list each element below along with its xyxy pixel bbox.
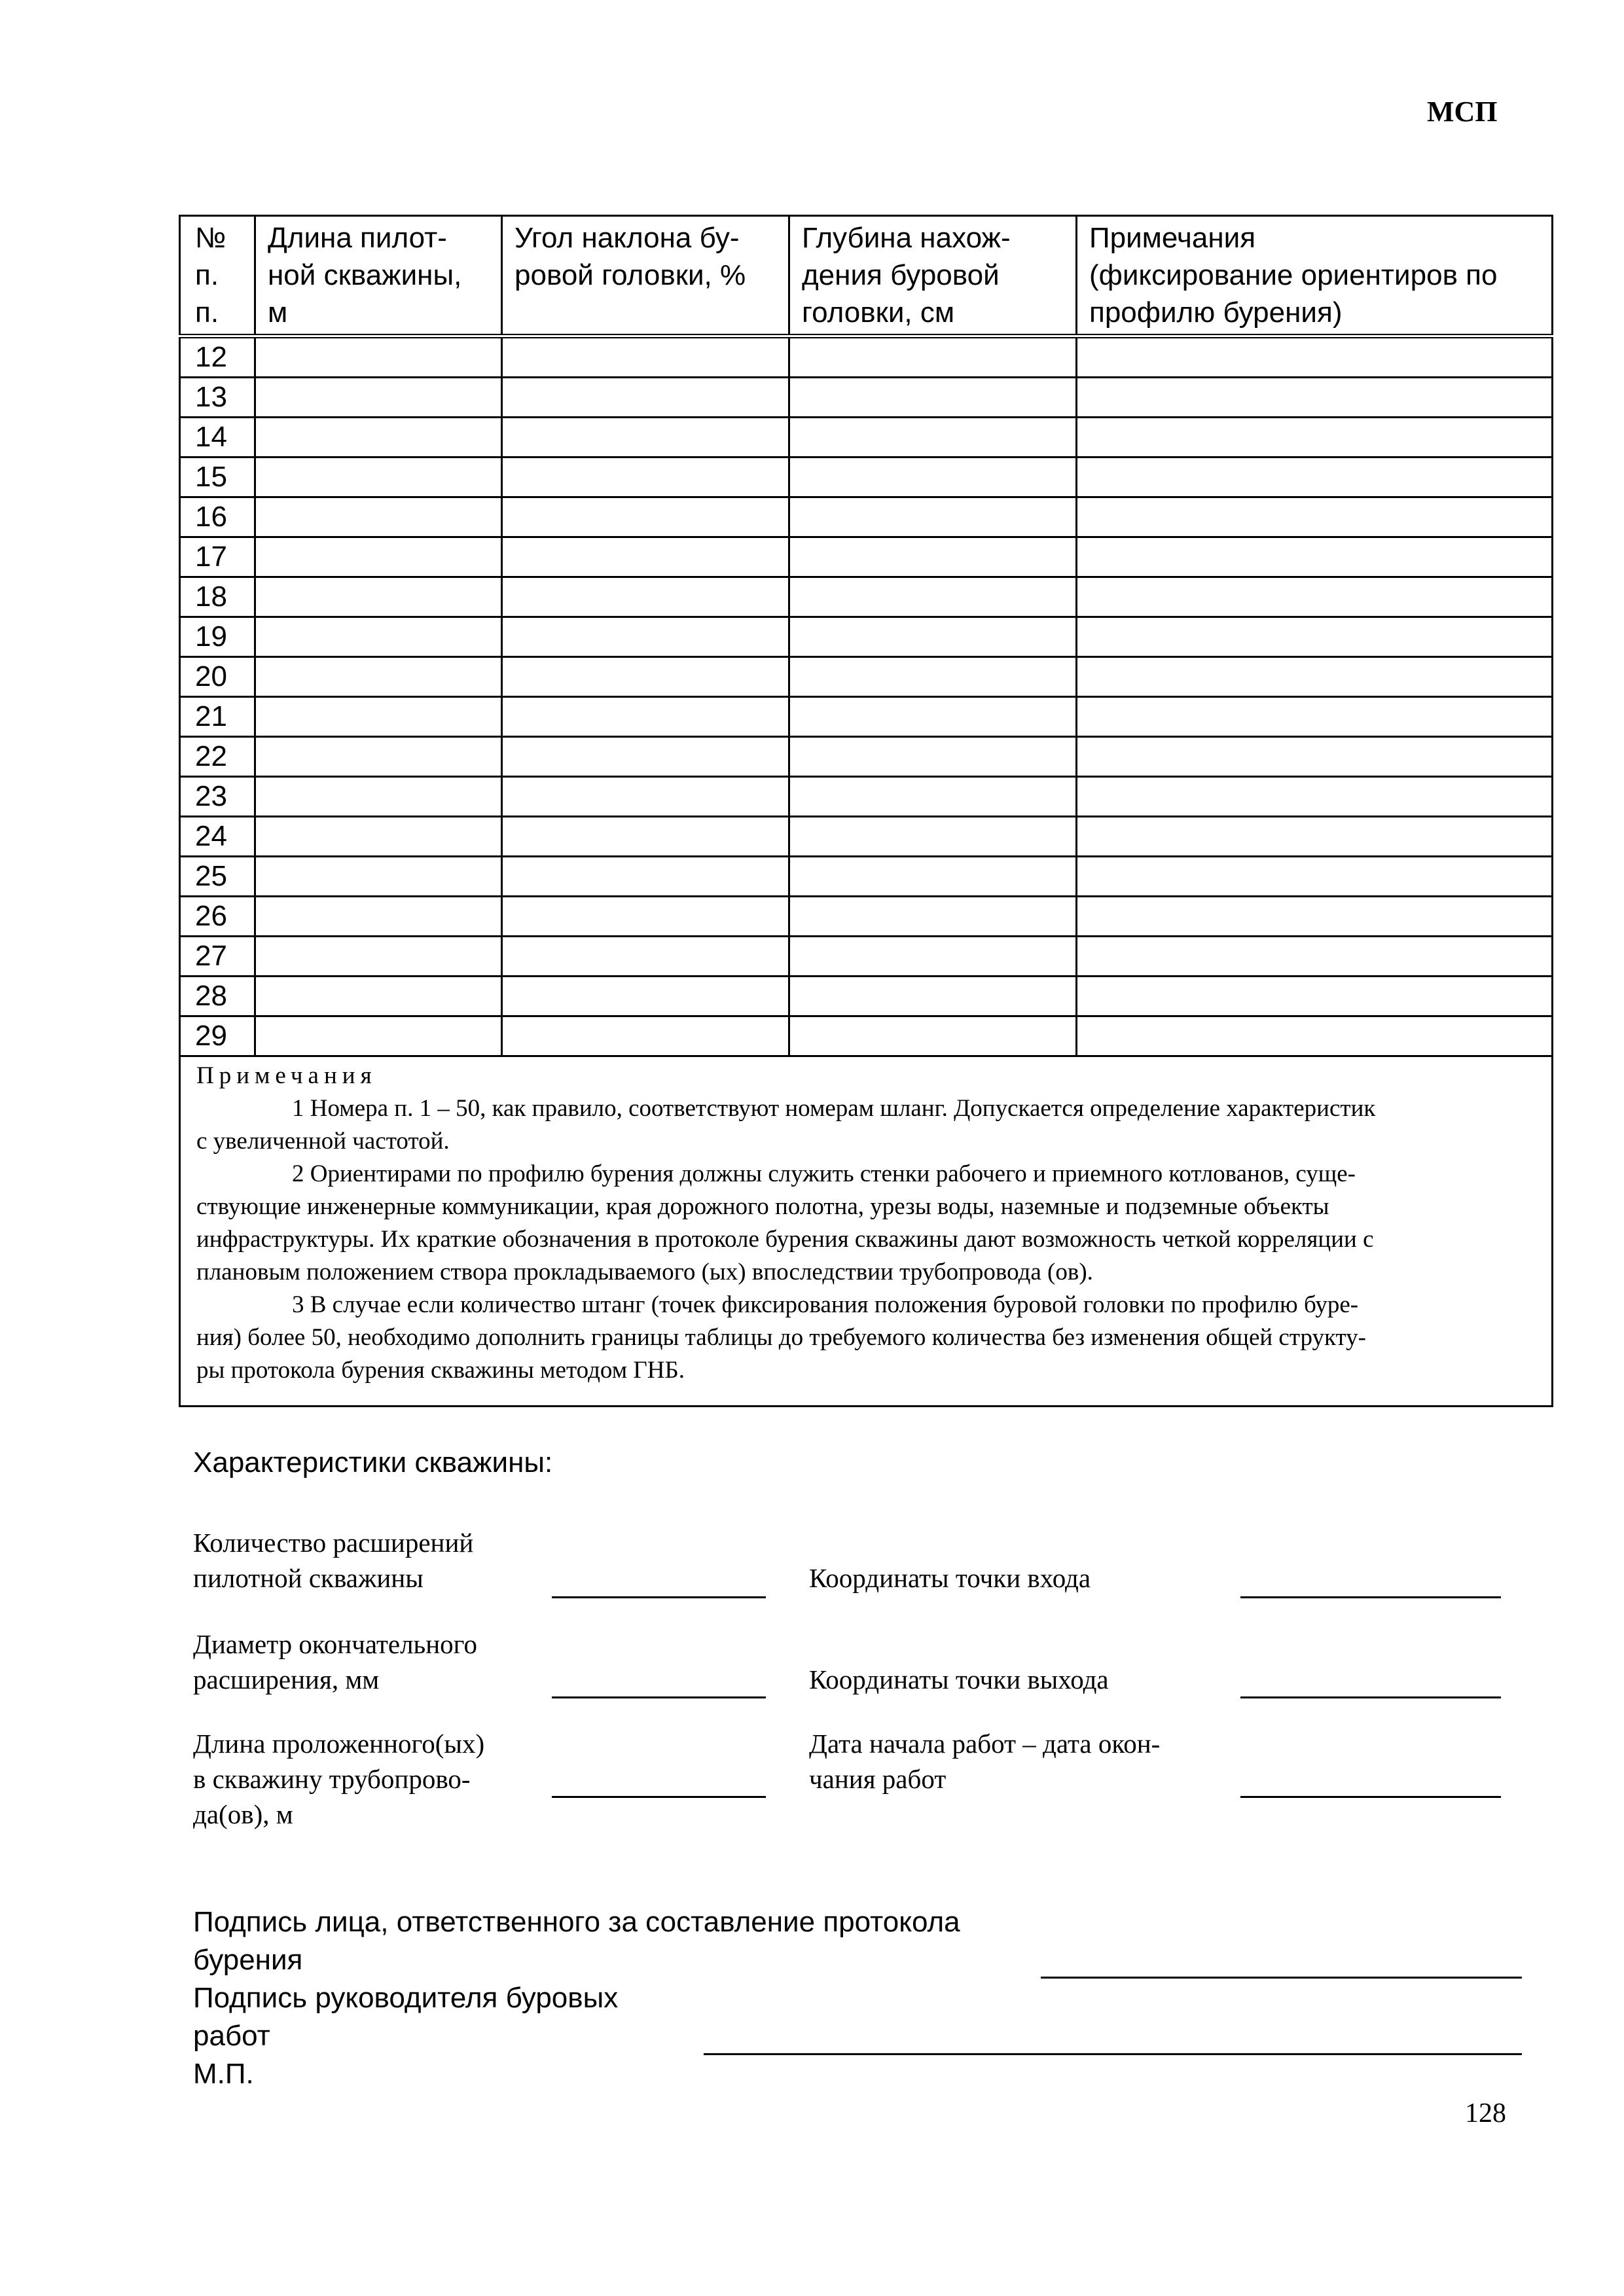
- label-expansions-count: Количество расширений пилотной скважины: [193, 1528, 474, 1593]
- table-cell[interactable]: [789, 737, 1077, 777]
- column-header-2: Угол наклона бу- ровой головки, %: [502, 216, 789, 336]
- note-line: Примечания: [196, 1062, 377, 1089]
- table-row: [180, 457, 1553, 497]
- table-cell[interactable]: [789, 336, 1077, 378]
- row-number: 16: [180, 497, 255, 537]
- table-row: [180, 977, 1553, 1016]
- row-number: 12: [180, 336, 255, 378]
- table-cell[interactable]: [789, 857, 1077, 897]
- row-number: 19: [180, 617, 255, 657]
- table-row: [180, 1016, 1553, 1056]
- table-cell[interactable]: [1077, 697, 1553, 737]
- row-number: 13: [180, 378, 255, 418]
- table-cell[interactable]: [789, 378, 1077, 418]
- table-row: [180, 777, 1553, 817]
- table-row: [180, 497, 1553, 537]
- row-number: 23: [180, 777, 255, 817]
- table-row: [180, 737, 1553, 777]
- label-work-dates: Дата начала работ – дата окон- чания работ: [809, 1729, 1161, 1794]
- table-cell[interactable]: [255, 857, 502, 897]
- column-header-4: Примечания (фиксирование ориентиров по профилю бурения): [1077, 216, 1553, 336]
- table-cell[interactable]: [255, 657, 502, 697]
- row-number: 20: [180, 657, 255, 697]
- notes-row: [180, 1056, 1553, 1407]
- table-cell[interactable]: [1077, 897, 1553, 937]
- label-final-diameter: Диаметр окончательного расширения, мм: [193, 1629, 477, 1695]
- table-cell[interactable]: [789, 777, 1077, 817]
- page-number: 128: [1465, 2098, 1506, 2128]
- table-cell[interactable]: [502, 1016, 789, 1056]
- table-row: [180, 617, 1553, 657]
- field-exit-coordinates[interactable]: [1240, 1696, 1501, 1698]
- table-cell[interactable]: [1077, 937, 1553, 977]
- signature-author-label: Подпись лица, ответственного за составление протокола бурения: [193, 1906, 960, 1976]
- characteristics-title: Характеристики скважины:: [193, 1446, 553, 1479]
- row-number: 22: [180, 737, 255, 777]
- table-cell[interactable]: [789, 457, 1077, 497]
- table-cell[interactable]: [1077, 777, 1553, 817]
- table-row: [180, 418, 1553, 457]
- table-cell[interactable]: [255, 617, 502, 657]
- table-cell[interactable]: [255, 737, 502, 777]
- document-code: МСП: [1427, 96, 1498, 128]
- label-pipeline-length: Длина проложенного(ых) в скважину трубопрово- да(ов), м: [193, 1729, 485, 1829]
- table-cell[interactable]: [255, 897, 502, 937]
- table-cell[interactable]: [502, 817, 789, 857]
- column-header-3: Глубина нахож- дения буровой головки, см: [789, 216, 1077, 336]
- note-line: плановым положением створа прокладываемого (ых) впоследствии трубопровода (ов).: [196, 1259, 1093, 1285]
- drilling-protocol-table: [179, 215, 1553, 1407]
- table-cell[interactable]: [502, 657, 789, 697]
- column-header-1: Длина пилот- ной скважины, м: [255, 216, 502, 336]
- table-cell[interactable]: [789, 537, 1077, 577]
- table-cell[interactable]: [789, 817, 1077, 857]
- table-row: [180, 857, 1553, 897]
- row-number: 29: [180, 1016, 255, 1056]
- table-cell[interactable]: [1077, 657, 1553, 697]
- table-row: [180, 336, 1553, 378]
- field-final-diameter[interactable]: [552, 1696, 766, 1698]
- row-number: 15: [180, 457, 255, 497]
- row-number: 24: [180, 817, 255, 857]
- table-cell[interactable]: [789, 977, 1077, 1016]
- stamp-label: М.П.: [193, 2058, 254, 2090]
- signature-author-line[interactable]: [1041, 1977, 1522, 1979]
- table-cell[interactable]: [502, 937, 789, 977]
- table-cell[interactable]: [1077, 457, 1553, 497]
- table-cell[interactable]: [502, 697, 789, 737]
- row-number: 14: [180, 418, 255, 457]
- label-exit-coordinates: Координаты точки выхода: [809, 1664, 1109, 1695]
- field-work-dates[interactable]: [1240, 1796, 1501, 1798]
- table-cell[interactable]: [502, 336, 789, 378]
- field-pipeline-length[interactable]: [552, 1796, 766, 1798]
- field-expansions-count[interactable]: [552, 1596, 766, 1598]
- table-row: [180, 937, 1553, 977]
- table-cell[interactable]: [1077, 497, 1553, 537]
- table-cell[interactable]: [789, 577, 1077, 617]
- note-line: ния) более 50, необходимо дополнить границы таблицы до требуемого количества без изменения общей структу-: [196, 1324, 1366, 1351]
- table-cell[interactable]: [255, 1016, 502, 1056]
- table-cell[interactable]: [502, 457, 789, 497]
- table-row: [180, 817, 1553, 857]
- table-cell[interactable]: [255, 937, 502, 977]
- table-cell[interactable]: [789, 697, 1077, 737]
- table-cell[interactable]: [1077, 737, 1553, 777]
- table-cell[interactable]: [789, 897, 1077, 937]
- table-cell[interactable]: [1077, 577, 1553, 617]
- table-cell[interactable]: [255, 418, 502, 457]
- table-cell[interactable]: [789, 617, 1077, 657]
- table-cell[interactable]: [1077, 418, 1553, 457]
- table-cell[interactable]: [502, 577, 789, 617]
- table-cell[interactable]: [502, 497, 789, 537]
- table-cell[interactable]: [502, 537, 789, 577]
- table-cell[interactable]: [255, 817, 502, 857]
- signature-head-line[interactable]: [704, 2053, 1522, 2055]
- table-header-row: [180, 216, 1553, 336]
- table-cell[interactable]: [1077, 378, 1553, 418]
- note-line: инфраструктуры. Их краткие обозначения в протоколе бурения скважины дают возможность четкой корреляции с: [196, 1226, 1374, 1253]
- table-cell[interactable]: [255, 777, 502, 817]
- row-number: 26: [180, 897, 255, 937]
- table-cell[interactable]: [502, 897, 789, 937]
- table-cell[interactable]: [502, 737, 789, 777]
- field-entry-coordinates[interactable]: [1240, 1596, 1501, 1598]
- table-cell[interactable]: [1077, 537, 1553, 577]
- table-cell[interactable]: [255, 378, 502, 418]
- note-line: 1 Номера п. 1 – 50, как правило, соответствуют номерам шланг. Допускается определение характеристик: [292, 1095, 1376, 1122]
- table-cell[interactable]: [1077, 857, 1553, 897]
- row-number: 18: [180, 577, 255, 617]
- row-number: 25: [180, 857, 255, 897]
- table-cell[interactable]: [255, 336, 502, 378]
- table-row: [180, 378, 1553, 418]
- table-row: [180, 657, 1553, 697]
- note-line: 2 Ориентирами по профилю бурения должны служить стенки рабочего и приемного котлованов, суще-: [292, 1160, 1356, 1187]
- table-cell[interactable]: [789, 1016, 1077, 1056]
- table-cell[interactable]: [1077, 1016, 1553, 1056]
- note-line: ствующие инженерные коммуникации, края дорожного полотна, урезы воды, наземные и подземные объекты: [196, 1193, 1329, 1220]
- table-cell[interactable]: [255, 457, 502, 497]
- note-line: с увеличенной частотой.: [196, 1128, 450, 1155]
- table-cell[interactable]: [789, 937, 1077, 977]
- table-cell[interactable]: [1077, 977, 1553, 1016]
- table-cell[interactable]: [1077, 617, 1553, 657]
- table-cell[interactable]: [502, 418, 789, 457]
- table-cell[interactable]: [502, 617, 789, 657]
- table-cell[interactable]: [502, 378, 789, 418]
- table-row: [180, 577, 1553, 617]
- table-cell[interactable]: [1077, 336, 1553, 378]
- table-row: [180, 897, 1553, 937]
- table-cell[interactable]: [789, 497, 1077, 537]
- table-cell[interactable]: [502, 857, 789, 897]
- table-cell[interactable]: [789, 657, 1077, 697]
- table-cell[interactable]: [255, 697, 502, 737]
- table-cell[interactable]: [502, 777, 789, 817]
- label-entry-coordinates: Координаты точки входа: [809, 1563, 1091, 1593]
- note-line: 3 В случае если количество штанг (точек фиксирования положения буровой головки по профилю буре-: [292, 1291, 1359, 1318]
- table-cell[interactable]: [1077, 817, 1553, 857]
- table-row: [180, 697, 1553, 737]
- table-cell[interactable]: [255, 537, 502, 577]
- column-header-0: № п. п.: [180, 216, 255, 336]
- table-row: [180, 537, 1553, 577]
- table-cell[interactable]: [255, 577, 502, 617]
- note-line: ры протокола бурения скважины методом ГНБ.: [196, 1357, 685, 1384]
- table-cell[interactable]: [789, 418, 1077, 457]
- table-notes: [180, 1056, 1553, 1407]
- table-cell[interactable]: [255, 497, 502, 537]
- row-number: 28: [180, 977, 255, 1016]
- row-number: 21: [180, 697, 255, 737]
- table-cell[interactable]: [502, 977, 789, 1016]
- table-cell[interactable]: [255, 977, 502, 1016]
- signature-head-label: Подпись руководителя буровых работ: [193, 1982, 619, 2052]
- row-number: 17: [180, 537, 255, 577]
- row-number: 27: [180, 937, 255, 977]
